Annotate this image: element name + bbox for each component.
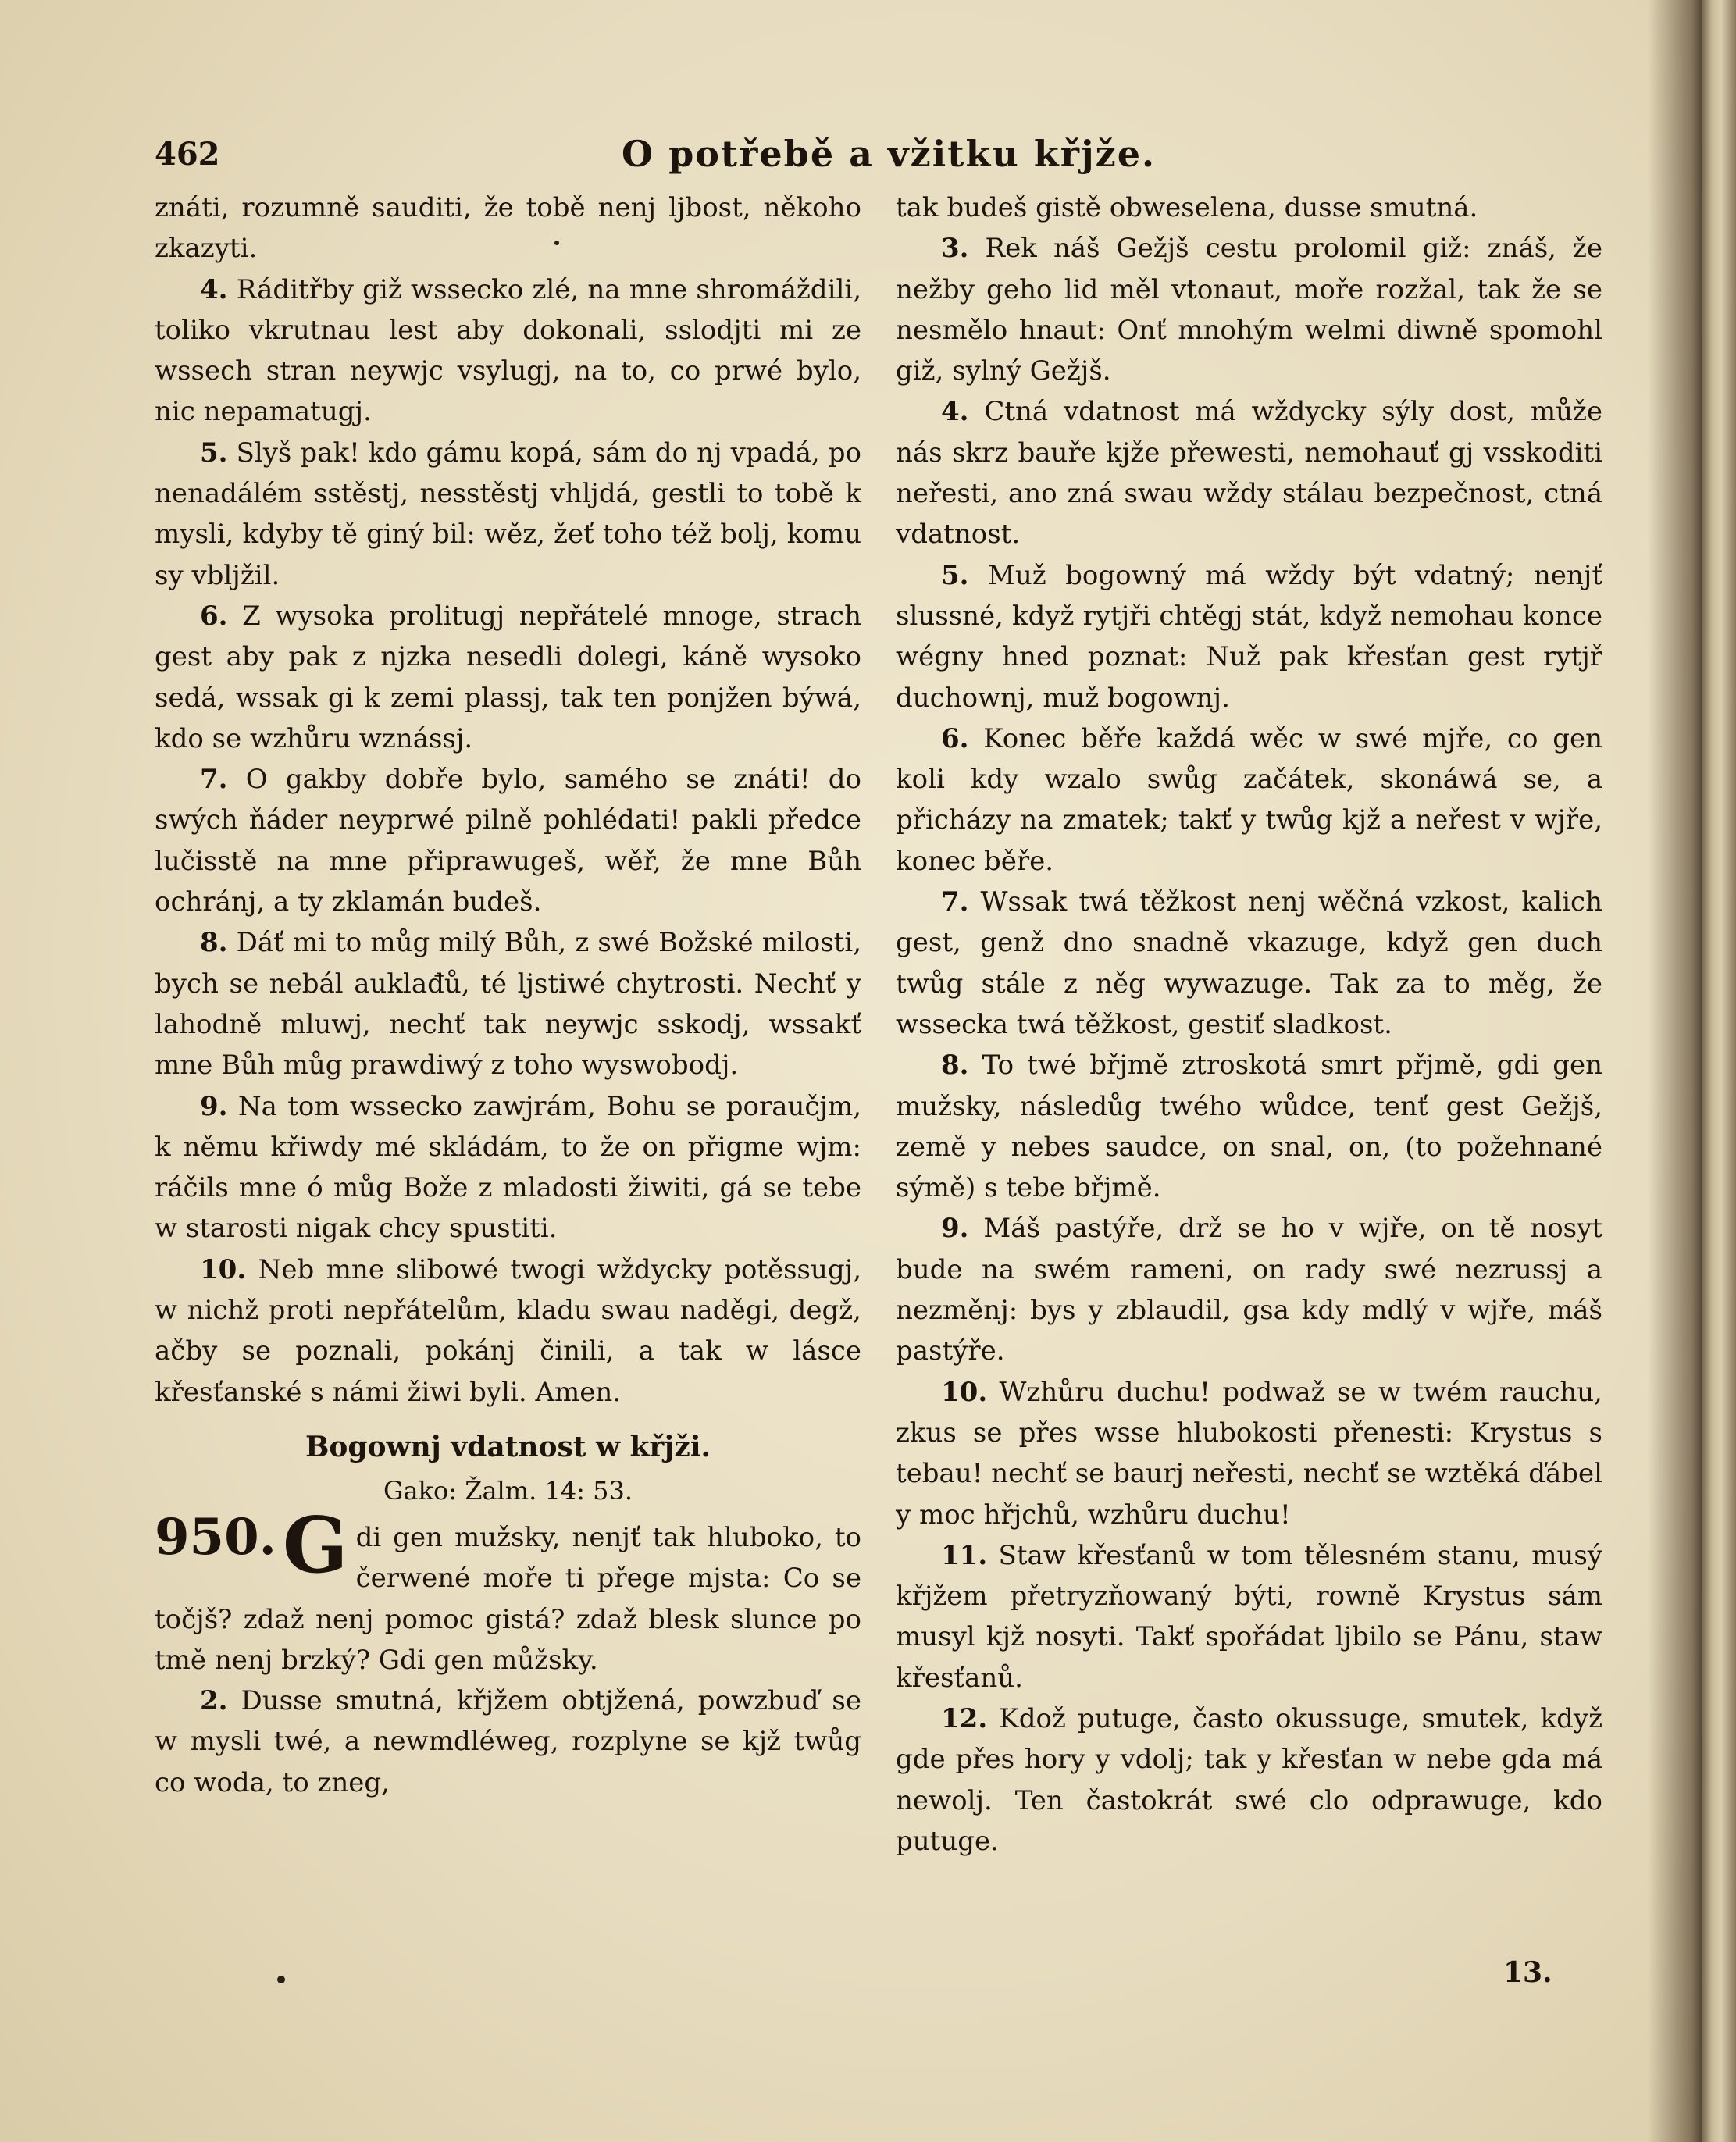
stanza-number: 2. (200, 1685, 228, 1717)
stanza (896, 1208, 1602, 1371)
stanza (896, 882, 1602, 1045)
running-title: O potřebě a vžitku křjže. (621, 133, 1156, 175)
stanza (896, 1045, 1602, 1208)
continuation-text: znáti, rozumně sauditi, že tobě nenj ljbost, někoho zkazyti. (155, 192, 861, 265)
stanza-number: 5. (200, 437, 228, 469)
stanza (155, 1086, 861, 1249)
continuation-text: tak budeš gistě obweselena, dusse smutná. (896, 192, 1478, 223)
stanza-number: 3. (941, 233, 969, 265)
stanza-number: 11. (941, 1539, 988, 1571)
stanza-number: 6. (941, 722, 969, 754)
left-column (155, 187, 861, 1803)
right-column (896, 187, 1602, 1862)
stanza-number: 9. (941, 1213, 969, 1245)
stanza-number: 8. (200, 927, 228, 959)
hymn-first-stanza-text: di gen mužsky, nenjť tak hluboko, to čerwené moře ti přege mjsta: Co se točjš? zdaž nenj pomoc gistá? zdaž blesk slunce po tmě nenj brzký? Gdi gen můžsky. (155, 1521, 861, 1676)
page-header (155, 133, 1623, 187)
hymn-first-stanza (155, 1500, 861, 1680)
stanza (896, 1535, 1602, 1698)
stanza-text: To twé břjmě ztroskotá smrt přjmě, gdi gen mužsky, následůg twého wůdce, tenť gest Gežjš, země y nebes saudce, on snal, on, (to požehnané sýmě) s tebe břjmě. (896, 1050, 1602, 1204)
stanza (896, 1372, 1602, 1535)
stanza (896, 718, 1602, 882)
stanza-number: 8. (941, 1050, 969, 1082)
stanza (896, 1698, 1602, 1862)
stanza (155, 759, 861, 922)
stanza-text: Dusse smutná, křjžem obtjžená, powzbuď se w mysli twé, a newmdléweg, rozplyne se kjž twůg co woda, to zneg, (155, 1685, 862, 1798)
stanza (155, 922, 861, 1085)
stanza-text: Kdož putuge, často okussuge, smutek, když gde přes hory y vdolj; tak y křesťan w nebe gda má newolj. Ten častokrát swé clo odprawuge, kdo putuge. (896, 1702, 1603, 1857)
stanza-text: Muž bogowný má wždy být vdatný; nenjť slussné, když rytjři chtěgj stát, když nemohau konce wégny hned poznat: Nuž pak křesťan gest rytjř duchownj, muž bogownj. (896, 559, 1602, 714)
stanza (896, 228, 1602, 391)
stanza-number: 4. (200, 273, 228, 305)
stanza-text: O gakby dobře bylo, samého se znáti! do swých ňáder neyprwé pilně pohlédati! pakli předce lučisstě na mne připrawugeš, wěř, že mne Bůh ochránj, a ty zklamán budeš. (155, 764, 861, 918)
catchword: 13. (1503, 1956, 1552, 1989)
stanza (155, 596, 861, 759)
stanza-text: Wssak twá těžkost nenj wěčná vzkost, kalich gest, genž dno snadně vkazuge, když gen duch twůg stále z něg wywazuge. Tak za to měg, že wssecka twá těžkost, gestiť sladkost. (896, 886, 1602, 1040)
stanza (896, 555, 1602, 718)
stanza-text: Rek náš Gežjš cestu prolomil giž: znáš, že nežby geho lid měl vtonaut, moře rozžal, tak že se nesmělo hnaut: Onť mnohým welmi diwně spomohl giž, sylný Gežjš. (896, 233, 1602, 387)
ink-speck (554, 241, 559, 245)
stanza-text: Slyš pak! kdo gámu kopá, sám do nj vpadá, po nenadálém sstěstj, nesstěstj vhljdá, gestli to tobě k mysli, kdyby tě giný bil: wěz, žeť toho též bolj, komu sy vbljžil. (155, 437, 861, 591)
stanza-text: Máš pastýře, drž se ho v wjře, on tě nosyt bude na swém rameni, on rady swé nezrussj a nezměnj: bys y zblaudil, gsa kdy mdlý v wjře, máš pastýře. (896, 1213, 1602, 1367)
stanza-number: 7. (200, 764, 228, 796)
stanza-number: 10. (200, 1253, 247, 1285)
stanza (155, 269, 861, 433)
stanza (896, 391, 1602, 554)
hymn-title: Bogownj vdatnost w křjži. (305, 1430, 711, 1463)
stanza-text: Ctná vdatnost má wždycky sýly dost, může nás skrz bauře kjže přewesti, nemohauť gj vsskoditi neřesti, ano zná swau wždy stálau bezpečnost, ctná vdatnost. (896, 396, 1602, 551)
stanza-number: 12. (941, 1702, 988, 1734)
stanza (155, 1249, 861, 1413)
page-edge (1702, 0, 1736, 2142)
stanza-number: 9. (200, 1090, 228, 1122)
stanza-text: Na tom wssecko zawjrám, Bohu se poraučjm, k němu křiwdy mé skládám, to že on přigme wjm: ráčils mne ó můg Bože z mladosti žiwiti, gá se tebe w starosti nigak chcy spustiti. (155, 1090, 861, 1245)
stanza-text: Wzhůru duchu! podwaž se w twém rauchu, zkus se přes wsse hlubokosti přenesti: Krystus s tebau! nechť se baurj neřesti, nechť se wztěká ďábel y moc hřjchů, wzhůru duchu! (896, 1376, 1602, 1531)
stanza-text: Neb mne slibowé twogi wždycky potěssugj, w nichž proti nepřátelům, kladu swau naděgi, degž, ačby se poznali, pokánj činili, a tak w lásce křesťanské s námi žiwi byli. Amen. (155, 1253, 862, 1408)
hymn-number: 950. (155, 1507, 276, 1566)
stanza-number: 4. (941, 396, 969, 428)
stanza-number: 5. (941, 559, 969, 591)
stanza (155, 433, 861, 596)
page-gutter-shadow (1648, 0, 1702, 2142)
page-number: 462 (155, 136, 220, 173)
stanza-text: Z wysoka prolitugj nepřátelé mnoge, strach gest aby pak z njzka nesedli dolegi, káně wysoko sedá, wssak gi k zemi plassj, tak ten ponjžen býwá, kdo se wzhůru wznássj. (155, 600, 862, 754)
drop-cap: G (282, 1500, 348, 1591)
stanza-number: 10. (941, 1376, 988, 1408)
ink-speck (277, 1976, 285, 1983)
stanza-text: Konec běře každá wěc w swé mjře, co gen koli kdy wzalo swůg začátek, skonáwá se, a přicházy na zmatek; takť y twůg kjž a neřest v wjře, konec běře. (896, 722, 1603, 877)
stanza-text: Staw křesťanů w tom tělesném stanu, musý křjžem přetryzňowaný býti, rowně Krystus sám musyl kjž nosyti. Takť spořádat ljbilo se Pánu, staw křesťanů. (896, 1539, 1602, 1694)
stanza-text: Ráditřby giž wssecko zlé, na mne shromáždili, toliko vkrutnau lest aby dokonali, sslodjti mi ze wssech stran neywjc vsylugj, na to, co prwé bylo, nic nepamatugj. (155, 273, 862, 428)
melody-reference: Gako: Žalm. 14: 53. (383, 1475, 633, 1506)
stanza-text: Dáť mi to můg milý Bůh, z swé Božské milosti, bych se nebál auklađů, té ljstiwé chytrosti. Nechť y lahodně mluwj, nechť tak neywjc sskodj, wssakť mne Bůh můg prawdiwý z toho wyswobodj. (155, 927, 861, 1082)
stanza-number: 6. (200, 600, 228, 632)
stanza (155, 1680, 861, 1803)
stanza-number: 7. (941, 886, 969, 918)
